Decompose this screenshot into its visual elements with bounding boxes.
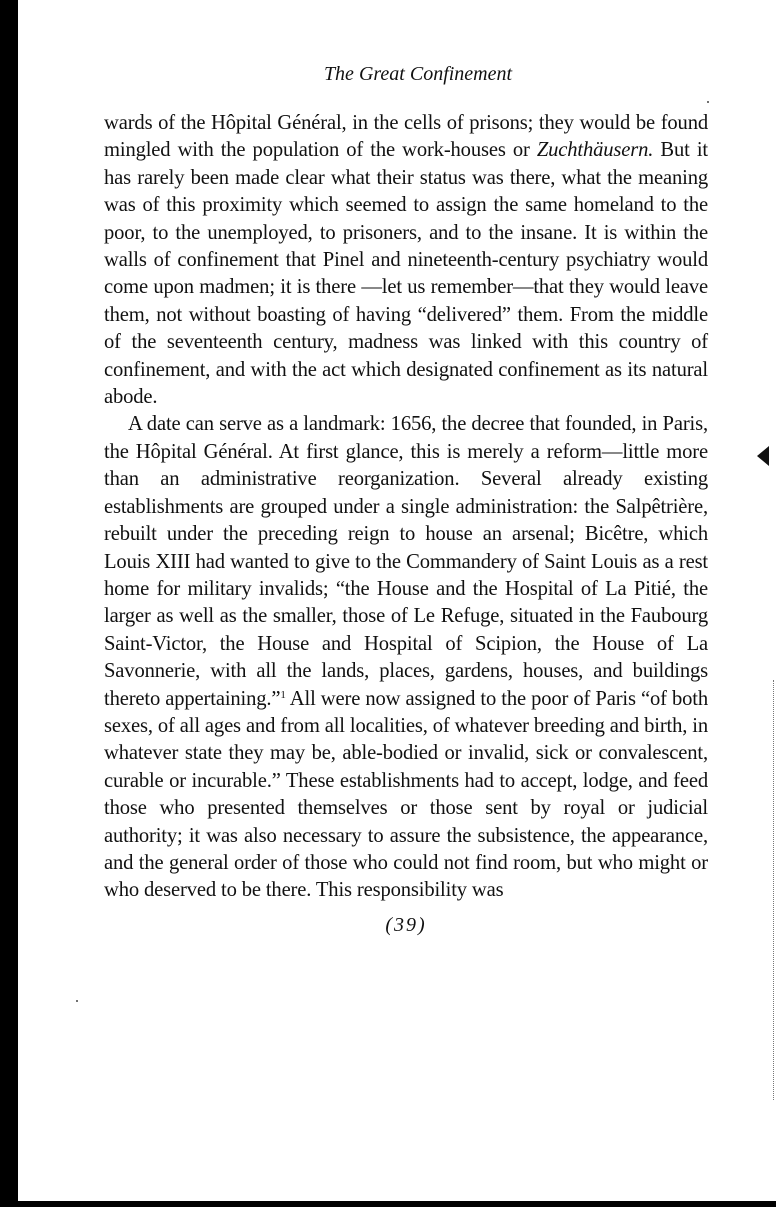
scan-speck [76,1000,78,1002]
italic-term: Zuchthäusern. [536,139,654,162]
page-number: (39) [385,913,427,936]
paragraph-1 [104,110,708,411]
body-text [104,110,708,905]
margin-marker-icon [757,446,769,466]
paragraph-1-part-1: wards of the Hôpital Général, in the cells of prisons; they would be found mingled with the population of the work-houses or [104,112,708,162]
paragraph-2-part-1: A date can serve as a landmark: 1656, the decree that founded, in Paris, the Hôpital Général. At first glance, this is merely a reform—little more than an administrative reorganization. Several already existing establishments are grouped under a single administration: the Salpêtrière, rebuilt under the preceding reign to house an arsenal; Bicêtre, which Louis XIII had wanted to give to the Commandery of Saint Louis as a rest home for military invalids; “the House and the Hospital of La Pitié, the larger as well as the smaller, those of Le Refuge, situated in the Faubourg Saint-Victor, the House and Hospital of Scipion, the House of La Savonnerie, with all the lands, places, gardens, houses, and buildings thereto appertaining.” [104,413,708,710]
paragraph-2-part-2: All were now assigned to the poor of Paris “of both sexes, of all ages and from all localities, of whatever breeding and birth, in whatever state they may be, able-bodied or invalid, sick or convalescent, curable or incurable.” These establishments had to accept, lodge, and feed those who presented themselves or those sent by royal or judicial authority; it was also necessary to assure the subsistence, the appearance, and the general order of those who could not find room, but who might or who deserved to be there. This responsibility was [104,687,708,902]
scan-border-bottom [0,1201,776,1207]
paragraph-1-part-2: But it has rarely been made clear what their status was there, what the meaning was of this proximity which seemed to assign the same homeland to the poor, to the unemployed, to prisoners, and to the insane. It is within the walls of confinement that Pinel and nineteenth-century psychiatry would come upon madmen; it is there —let us remember—that they would leave them, not without boasting of having “delivered” them. From the middle of the seventeenth century, madness was linked with this country of confinement, and with the act which designated confinement as its natural abode. [104,139,708,409]
running-head: The Great Confinement [323,63,513,85]
footnote-reference: 1 [280,688,286,701]
scan-edge-right [773,680,774,1100]
book-page [104,60,708,939]
scan-border-left [0,0,18,1207]
paragraph-2 [104,411,708,904]
